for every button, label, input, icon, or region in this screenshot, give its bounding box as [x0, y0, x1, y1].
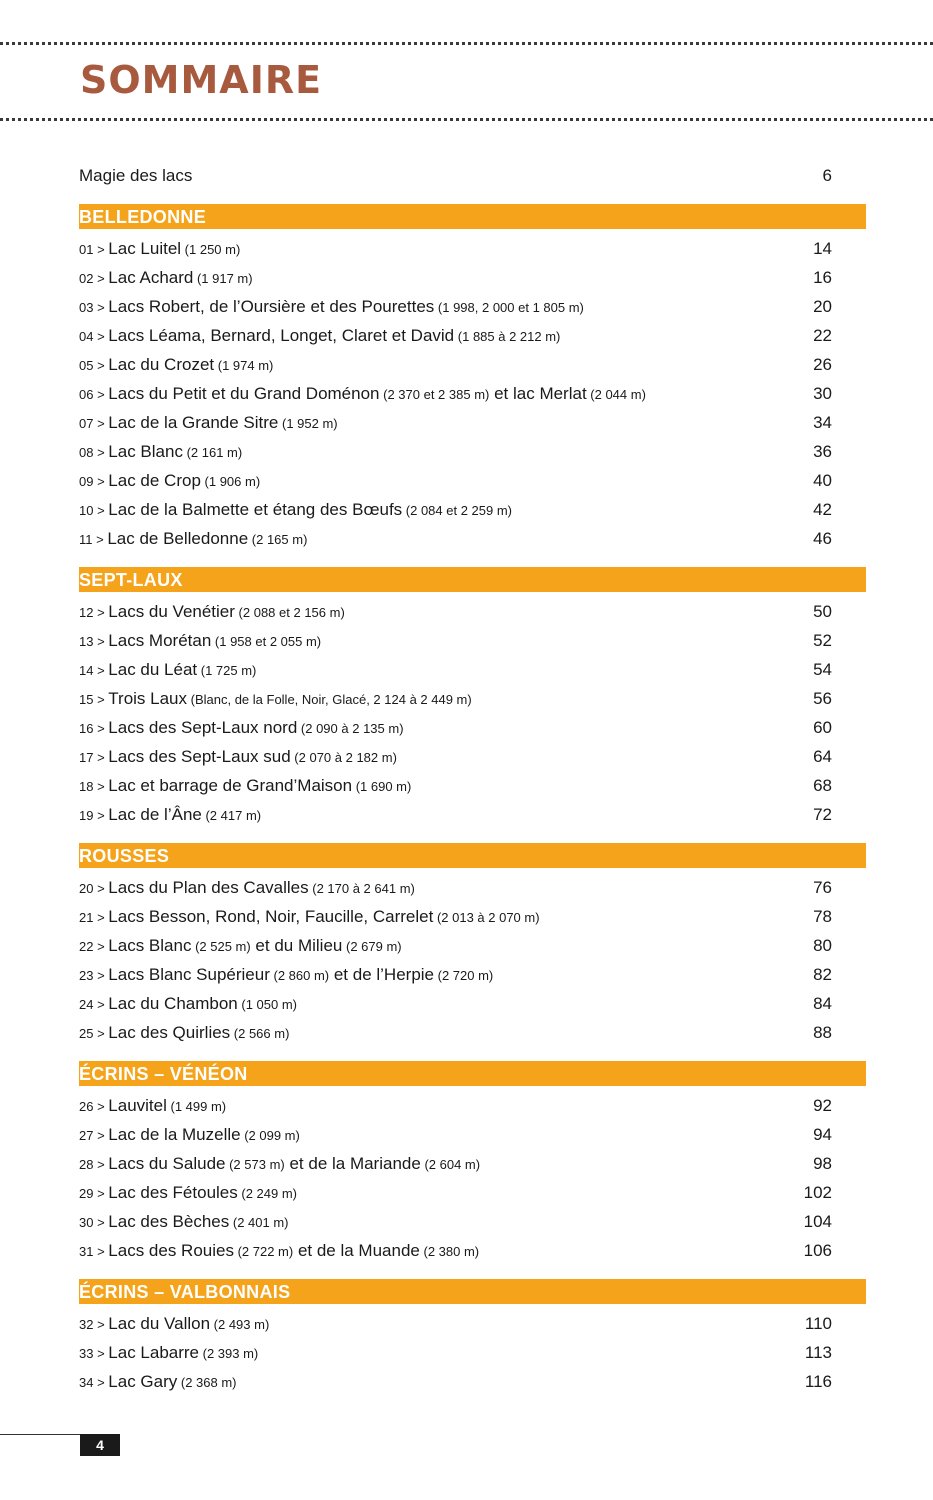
entry-number: 22 >	[79, 939, 109, 954]
section-heading: SEPT-LAUX	[79, 567, 866, 592]
entry-number: 10 >	[79, 503, 109, 518]
entry-number: 27 >	[79, 1128, 109, 1143]
toc-entry[interactable]	[79, 297, 866, 326]
entry-name: Lac des Bèches	[108, 1212, 230, 1231]
entry-altitude: (2 860 m)	[269, 968, 330, 983]
entry-number: 04 >	[79, 329, 109, 344]
entry-label	[79, 471, 260, 491]
intro-label: Magie des lacs	[79, 166, 193, 185]
entry-name: Lacs Besson, Rond, Noir, Faucille, Carrelet	[108, 907, 434, 926]
top-dotted-rule	[0, 42, 933, 45]
entry-name: Lac des Fétoules	[108, 1183, 238, 1202]
entry-name: Lac Blanc	[108, 442, 183, 461]
entry-label	[79, 631, 321, 651]
entry-number: 24 >	[79, 997, 109, 1012]
table-of-contents	[79, 166, 866, 1401]
entry-name: Lac de la Muzelle	[108, 1125, 241, 1144]
entry-name: Lac et barrage de Grand’Maison	[108, 776, 353, 795]
entry-page: 104	[803, 1212, 832, 1231]
entry-label	[79, 660, 256, 680]
toc-entry[interactable]	[79, 529, 866, 558]
entry-altitude: (2 573 m)	[225, 1157, 285, 1172]
entry-altitude: (2 084 et 2 259 m)	[402, 503, 513, 518]
toc-entry[interactable]	[79, 1183, 866, 1212]
toc-intro-row[interactable]	[79, 166, 866, 195]
entry-number: 28 >	[79, 1157, 109, 1172]
entry-page: 22	[813, 326, 832, 345]
entry-label	[79, 239, 240, 259]
toc-entry[interactable]	[79, 878, 866, 907]
entry-page: 16	[813, 268, 832, 287]
entry-altitude: (2 370 et 2 385 m)	[379, 387, 490, 402]
entry-altitude: (2 070 à 2 182 m)	[290, 750, 397, 765]
entry-label	[79, 602, 345, 622]
entry-label	[79, 1125, 300, 1145]
entry-number: 16 >	[79, 721, 109, 736]
toc-section	[79, 204, 866, 558]
entry-label	[79, 1343, 258, 1363]
entry-label	[79, 1023, 289, 1043]
entry-altitude: (2 165 m)	[248, 532, 308, 547]
entry-page: 14	[813, 239, 832, 258]
entry-altitude: (2 525 m)	[191, 939, 251, 954]
entry-label	[79, 500, 512, 520]
entry-page: 82	[813, 965, 832, 984]
entry-altitude: (1 050 m)	[237, 997, 298, 1012]
footer-rule	[0, 1434, 80, 1435]
entry-altitude: (1 499 m)	[166, 1099, 227, 1114]
entry-altitude-secondary: (2 604 m)	[420, 1157, 481, 1172]
toc-entry[interactable]	[79, 1212, 866, 1241]
entry-page: 64	[813, 747, 832, 766]
entry-number: 12 >	[79, 605, 109, 620]
entry-label	[79, 805, 261, 825]
entry-number: 13 >	[79, 634, 109, 649]
entry-page: 30	[813, 384, 832, 403]
entry-page: 102	[803, 1183, 832, 1202]
entry-altitude-secondary: (2 679 m)	[342, 939, 402, 954]
entry-label	[79, 1314, 269, 1334]
entry-page: 94	[813, 1125, 832, 1144]
entry-name: Lac Luitel	[108, 239, 182, 258]
toc-entry[interactable]	[79, 689, 866, 718]
entry-page: 42	[813, 500, 832, 519]
entry-label	[79, 1183, 297, 1203]
section-heading: ÉCRINS – VALBONNAIS	[79, 1279, 866, 1304]
entry-name-secondary: et de la Mariande	[284, 1154, 421, 1173]
entry-page: 60	[813, 718, 832, 737]
entry-page: 80	[813, 936, 832, 955]
entry-altitude: (2 090 à 2 135 m)	[297, 721, 404, 736]
toc-section	[79, 1279, 866, 1401]
toc-entry[interactable]	[79, 1241, 866, 1270]
entry-page: 36	[813, 442, 832, 461]
entry-number: 09 >	[79, 474, 109, 489]
entry-name: Lac de la Grande Sitre	[108, 413, 279, 432]
entry-altitude: (1 906 m)	[200, 474, 261, 489]
entry-number: 31 >	[79, 1244, 109, 1259]
entry-altitude: (2 088 et 2 156 m)	[234, 605, 345, 620]
toc-entry[interactable]	[79, 1154, 866, 1183]
toc-entry[interactable]	[79, 326, 866, 355]
entry-altitude: (2 161 m)	[182, 445, 243, 460]
entry-number: 02 >	[79, 271, 109, 286]
toc-entry[interactable]	[79, 965, 866, 994]
toc-entry[interactable]	[79, 384, 866, 413]
entry-label	[79, 776, 411, 796]
toc-section	[79, 843, 866, 1052]
entry-number: 33 >	[79, 1346, 109, 1361]
entry-page: 113	[804, 1343, 832, 1362]
entry-page: 54	[813, 660, 832, 679]
entry-name: Lac Gary	[108, 1372, 178, 1391]
entry-label	[79, 268, 253, 288]
entry-number: 15 >	[79, 692, 109, 707]
entry-name: Lacs Blanc Supérieur	[108, 965, 270, 984]
entry-label	[79, 878, 415, 898]
entry-name: Lac Achard	[108, 268, 194, 287]
entry-label	[79, 442, 242, 462]
entry-page: 72	[813, 805, 832, 824]
entry-altitude: (1 917 m)	[193, 271, 253, 286]
entry-page: 40	[813, 471, 832, 490]
toc-entry[interactable]	[79, 1096, 866, 1125]
entry-page: 52	[813, 631, 832, 650]
entry-number: 08 >	[79, 445, 109, 460]
entry-number: 26 >	[79, 1099, 109, 1114]
entry-number: 34 >	[79, 1375, 109, 1390]
entry-name-secondary: et de l’Herpie	[329, 965, 435, 984]
entry-label	[79, 297, 584, 317]
entry-page: 26	[813, 355, 832, 374]
toc-entry[interactable]	[79, 1314, 866, 1343]
entry-label	[79, 1212, 289, 1232]
entry-altitude: (2 493 m)	[210, 1317, 270, 1332]
entry-label	[79, 1241, 479, 1261]
section-heading: ROUSSES	[79, 843, 866, 868]
entry-altitude-secondary: (2 380 m)	[419, 1244, 480, 1259]
entry-page: 84	[813, 994, 832, 1013]
entry-name-secondary: et du Milieu	[250, 936, 343, 955]
entry-number: 32 >	[79, 1317, 109, 1332]
toc-entry[interactable]	[79, 747, 866, 776]
entry-page: 50	[813, 602, 832, 621]
entry-name: Lacs du Salude	[108, 1154, 226, 1173]
entry-name-secondary: et de la Muande	[293, 1241, 420, 1260]
entry-altitude: (1 958 et 2 055 m)	[211, 634, 322, 649]
entry-altitude: (Blanc, de la Folle, Noir, Glacé, 2 124 à 2 449 m)	[187, 692, 472, 707]
entry-label	[79, 1154, 480, 1174]
entry-label	[79, 747, 397, 767]
entry-page: 46	[813, 529, 832, 548]
entry-name: Lacs du Plan des Cavalles	[108, 878, 309, 897]
entry-number: 19 >	[79, 808, 109, 823]
entry-altitude: (2 099 m)	[240, 1128, 300, 1143]
bottom-dotted-rule	[0, 118, 933, 121]
entry-number: 11 >	[79, 532, 108, 547]
entry-name: Lacs des Sept-Laux nord	[108, 718, 298, 737]
toc-section	[79, 1061, 866, 1270]
entry-name: Lacs Morétan	[108, 631, 212, 650]
entry-number: 30 >	[79, 1215, 109, 1230]
toc-entry[interactable]	[79, 1023, 866, 1052]
entry-page: 98	[813, 1154, 832, 1173]
entry-label	[79, 355, 273, 375]
toc-entry[interactable]	[79, 907, 866, 936]
entry-page: 56	[813, 689, 832, 708]
section-heading: BELLEDONNE	[79, 204, 866, 229]
entry-page: 34	[813, 413, 832, 432]
entry-name: Lacs Blanc	[108, 936, 192, 955]
entry-label	[79, 1372, 237, 1392]
entry-number: 20 >	[79, 881, 109, 896]
entry-name: Lac du Vallon	[108, 1314, 211, 1333]
entry-page: 68	[813, 776, 832, 795]
entry-name: Lac des Quirlies	[108, 1023, 231, 1042]
entry-name: Lac du Crozet	[108, 355, 215, 374]
entry-number: 23 >	[79, 968, 109, 983]
entry-label	[79, 718, 404, 738]
entry-label	[79, 1096, 226, 1116]
entry-number: 14 >	[79, 663, 109, 678]
entry-name: Trois Laux	[108, 689, 188, 708]
entry-name-secondary: et lac Merlat	[489, 384, 587, 403]
entry-number: 25 >	[79, 1026, 109, 1041]
entry-altitude: (1 250 m)	[181, 242, 241, 257]
entry-page: 78	[813, 907, 832, 926]
entry-number: 01 >	[79, 242, 109, 257]
toc-entry[interactable]	[79, 994, 866, 1023]
toc-entry[interactable]	[79, 500, 866, 529]
toc-section	[79, 567, 866, 834]
toc-entry[interactable]	[79, 1372, 866, 1401]
entry-name: Lac du Léat	[108, 660, 198, 679]
entry-altitude: (1 998, 2 000 et 1 805 m)	[434, 300, 584, 315]
page-title: SOMMAIRE	[80, 58, 323, 102]
entry-page: 76	[813, 878, 832, 897]
entry-name: Lac Labarre	[108, 1343, 200, 1362]
section-heading: ÉCRINS – VÉNÉON	[79, 1061, 866, 1086]
entry-altitude: (1 690 m)	[352, 779, 412, 794]
entry-name: Lac du Chambon	[108, 994, 238, 1013]
toc-entry[interactable]	[79, 936, 866, 965]
entry-name: Lac de l’Âne	[108, 805, 202, 824]
entry-number: 05 >	[79, 358, 109, 373]
toc-entry[interactable]	[79, 239, 866, 268]
entry-name: Lac de la Balmette et étang des Bœufs	[108, 500, 403, 519]
entry-altitude: (1 952 m)	[278, 416, 338, 431]
entry-label	[79, 529, 307, 549]
entry-page: 110	[804, 1314, 832, 1333]
entry-name: Lacs des Rouies	[108, 1241, 234, 1260]
entry-number: 03 >	[79, 300, 109, 315]
toc-entry[interactable]	[79, 718, 866, 747]
toc-entry[interactable]	[79, 268, 866, 297]
intro-page: 6	[822, 166, 832, 185]
entry-altitude: (2 401 m)	[229, 1215, 289, 1230]
entry-number: 06 >	[79, 387, 109, 402]
entry-label	[79, 907, 540, 927]
entry-label	[79, 384, 646, 404]
toc-entry[interactable]	[79, 805, 866, 834]
toc-entry[interactable]	[79, 1125, 866, 1154]
toc-entry[interactable]	[79, 355, 866, 384]
entry-altitude: (2 566 m)	[230, 1026, 290, 1041]
entry-label	[79, 689, 472, 709]
toc-entry[interactable]	[79, 660, 866, 689]
entry-name: Lacs du Petit et du Grand Doménon	[108, 384, 380, 403]
entry-page: 20	[813, 297, 832, 316]
entry-altitude: (2 013 à 2 070 m)	[433, 910, 540, 925]
entry-name: Lac de Crop	[108, 471, 201, 490]
entry-page: 106	[803, 1241, 832, 1260]
entry-altitude: (1 725 m)	[197, 663, 257, 678]
toc-entry[interactable]	[79, 631, 866, 660]
entry-altitude-secondary: (2 720 m)	[434, 968, 494, 983]
entry-page: 88	[813, 1023, 832, 1042]
toc-entry[interactable]	[79, 413, 866, 442]
toc-entry[interactable]	[79, 776, 866, 805]
entry-label	[79, 994, 297, 1014]
toc-entry[interactable]	[79, 602, 866, 631]
entry-name: Lac de Belledonne	[107, 529, 249, 548]
entry-name: Lacs Robert, de l’Oursière et des Pourettes	[108, 297, 435, 316]
footer-page-number: 4	[80, 1434, 120, 1456]
entry-altitude: (2 249 m)	[237, 1186, 297, 1201]
entry-altitude: (1 974 m)	[214, 358, 274, 373]
toc-entry[interactable]	[79, 1343, 866, 1372]
entry-label	[79, 936, 402, 956]
entry-name: Lauvitel	[108, 1096, 167, 1115]
entry-label	[79, 413, 338, 433]
entry-page: 92	[813, 1096, 832, 1115]
entry-altitude: (2 417 m)	[201, 808, 262, 823]
entry-number: 21 >	[79, 910, 109, 925]
entry-name: Lacs des Sept-Laux sud	[108, 747, 291, 766]
entry-name: Lacs Léama, Bernard, Longet, Claret et David	[108, 326, 455, 345]
entry-altitude: (2 393 m)	[199, 1346, 259, 1361]
entry-altitude: (2 722 m)	[233, 1244, 294, 1259]
entry-altitude-secondary: (2 044 m)	[586, 387, 646, 402]
entry-altitude: (2 368 m)	[177, 1375, 237, 1390]
entry-name: Lacs du Venétier	[108, 602, 235, 621]
entry-number: 29 >	[79, 1186, 109, 1201]
entry-number: 07 >	[79, 416, 109, 431]
entry-altitude: (1 885 à 2 212 m)	[454, 329, 561, 344]
entry-label	[79, 326, 560, 346]
entry-label	[79, 965, 493, 985]
toc-entry[interactable]	[79, 471, 866, 500]
entry-number: 17 >	[79, 750, 109, 765]
toc-entry[interactable]	[79, 442, 866, 471]
entry-altitude: (2 170 à 2 641 m)	[308, 881, 415, 896]
entry-number: 18 >	[79, 779, 109, 794]
entry-page: 116	[804, 1372, 832, 1391]
